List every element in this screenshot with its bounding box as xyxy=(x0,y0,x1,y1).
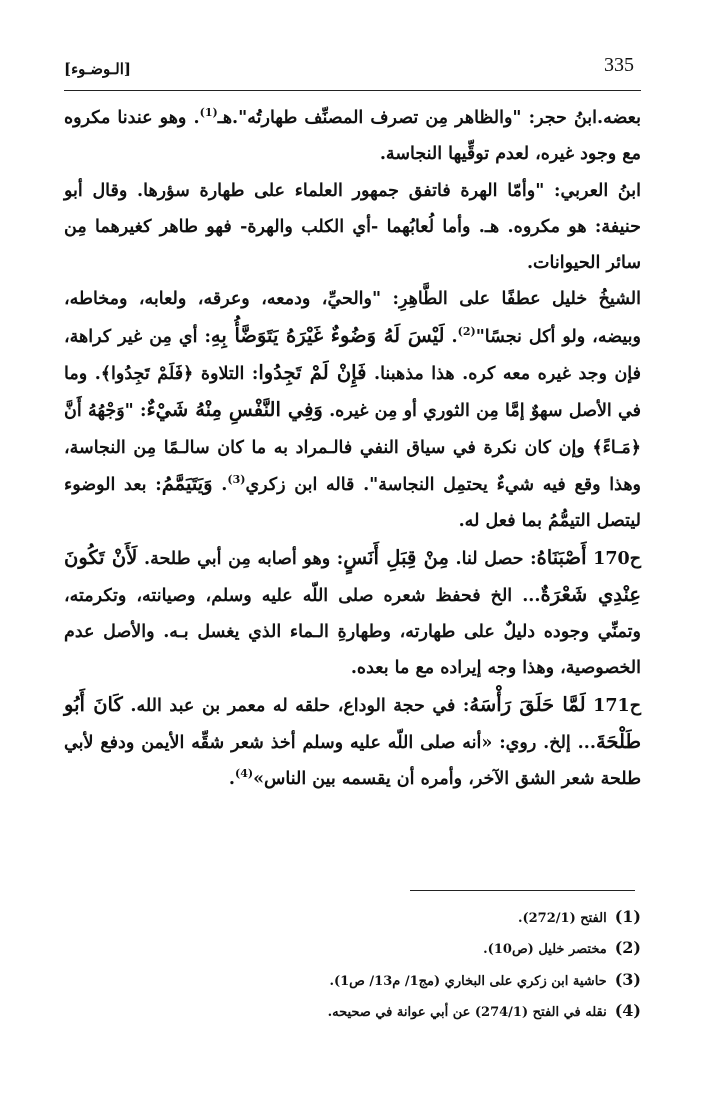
footnote-number: (1) xyxy=(614,907,641,926)
footnote-2 xyxy=(64,933,641,964)
hadith-quote: وَيَتَيَمَّمُ xyxy=(161,471,213,495)
footnote-ref-2: (2) xyxy=(457,324,476,338)
text-segment: : وهو أصابه مِن أبي طلحة. xyxy=(137,548,344,569)
footnote-text: نقله في الفتح (274/1) عن أبي عوانة في صحيحه. xyxy=(327,1004,607,1020)
footnote-number: (2) xyxy=(614,938,641,958)
text-segment: : أي مِن غير كراهة، فإن وجد غيره معه كره. هذا مذهبنا. xyxy=(64,326,641,385)
text-segment: : التلاوة ﴿فَلَمْ تَجِدُوا﴾. وما في الأصل سهوٌ إمَّا مِن الثوري أو مِن غيره. xyxy=(64,364,641,422)
footnote-4 xyxy=(64,996,641,1027)
text-segment: . وهو عندنا مكروه مع وجود غيره، لعدم توقِّيها النجاسة. xyxy=(64,108,641,165)
text-segment: : "وَجْهُهُ أَنَّ ﴿مَـاءً﴾ وإن كان نكرة في سياق النفي فالـمراد به ما كان سالـمًا مِن النجاسة، وهذا وقع فيه شيءٌ يحتمِل النجاسة". قاله ابن زكري xyxy=(64,401,642,495)
footnote-3 xyxy=(64,965,641,996)
page-number: 335 xyxy=(604,54,634,76)
hadith-quote: لَيْسَ لَهُ وَضُوءٌ غَيْرَهُ يَتَوَضَّأُ بِهِ xyxy=(210,323,445,347)
footnotes xyxy=(64,902,641,1027)
hadith-quote: فَإِنْ لَمْ تَجِدُوا xyxy=(258,361,367,385)
hadith-number: ح171 xyxy=(585,695,641,716)
running-head: [الـوضـوء] xyxy=(64,60,132,78)
text-segment: : في حجة الوداع، حلقه له معمر بن عبد الله. xyxy=(122,695,470,716)
hadith-quote: لَأَنْ تَكُونَ عِنْدِي شَعْرَةٌ xyxy=(64,545,641,606)
footnote-number: (4) xyxy=(614,1000,641,1020)
footnote-text: الفتح (272/1). xyxy=(517,911,607,926)
page-header xyxy=(64,54,641,91)
footnote-text: مختصر خليل (ص10). xyxy=(483,942,607,958)
text-segment: : حصل لنا. xyxy=(448,548,537,569)
text-segment: . xyxy=(444,326,458,347)
text-segment: . xyxy=(212,474,228,495)
hadith-quote: لَمَّا حَلَقَ رَأْسَهُ xyxy=(469,692,586,716)
text-segment: : بعد الوضوء ليتصل التيمُّمُ بما فعل له. xyxy=(64,474,641,532)
footnote-number: (3) xyxy=(614,969,641,989)
text-segment: ... إلخ. روي: «أنه صلى اللّه عليه وسلم أخذ شعر شقِّه الأيمن ودفع لأبي طلحة شعر الشق الآخر، وأمره أن يقسمه بين الناس» xyxy=(64,733,641,790)
footnote-divider xyxy=(410,890,635,891)
hadith-quote: مِنْ قِبَلِ أَنَسٍ xyxy=(343,545,449,569)
text-segment: . xyxy=(228,769,235,790)
footnote-1 xyxy=(64,902,641,933)
hadith-quote: وَفِي النَّفْسِ مِنْهُ شَيْءٌ xyxy=(146,398,323,422)
footnote-text: حاشية ابن زكري على البخاري (مج1/ م13/ ص1). xyxy=(329,973,607,989)
footnote-ref-4: (4) xyxy=(235,767,254,781)
footnote-ref-3: (3) xyxy=(227,473,246,487)
text-segment: ... الخ فحفظ شعره صلى اللّه عليه وسلم، وصيانته، وتكرمته، وتمنِّي وجوده دليلٌ على طهارته، وطهارةِ الـماء الذي يغسل بـه. والأصل عدم الخصوصية، وهذا وجه إيراده مع ما بعده. xyxy=(64,585,641,679)
paragraph-2 xyxy=(64,173,641,282)
paragraph-3 xyxy=(64,281,641,539)
hadith-quote: كَانَ أَبُو طَلْحَةَ xyxy=(64,692,641,754)
paragraph-5 xyxy=(64,687,641,798)
main-text xyxy=(64,100,641,798)
footnote-ref-1: (1) xyxy=(199,106,218,120)
hadith-quote: أَصْبَنَاهُ xyxy=(536,545,587,569)
hadith-number: ح170 xyxy=(586,548,641,569)
text-segment: ابنُ العربي: "وأمّا الهرة فاتفق جمهور العلماء على طهارة سؤرها. وقال أبو حنيفة: هو مكروه. هـ. وأما لُعابُهما -أي الكلب والهرة- فهو طاهر كغيرهما مِن سائر الحيوانات. xyxy=(64,180,641,274)
text-segment: بعضه.ابنُ حجر: "والظاهر مِن تصرف المصنِّف طهارتُه".هـ xyxy=(217,108,641,128)
text-segment: الشيخُ خليل عطفًا على الطَّاهِرِ: "والحيِّ، ودمعه، وعرقه، ولعابه، ومخاطه، وبيضه، ولو أكل نجسًا" xyxy=(64,289,641,347)
paragraph-4 xyxy=(64,540,641,687)
paragraph-1 xyxy=(64,100,641,173)
